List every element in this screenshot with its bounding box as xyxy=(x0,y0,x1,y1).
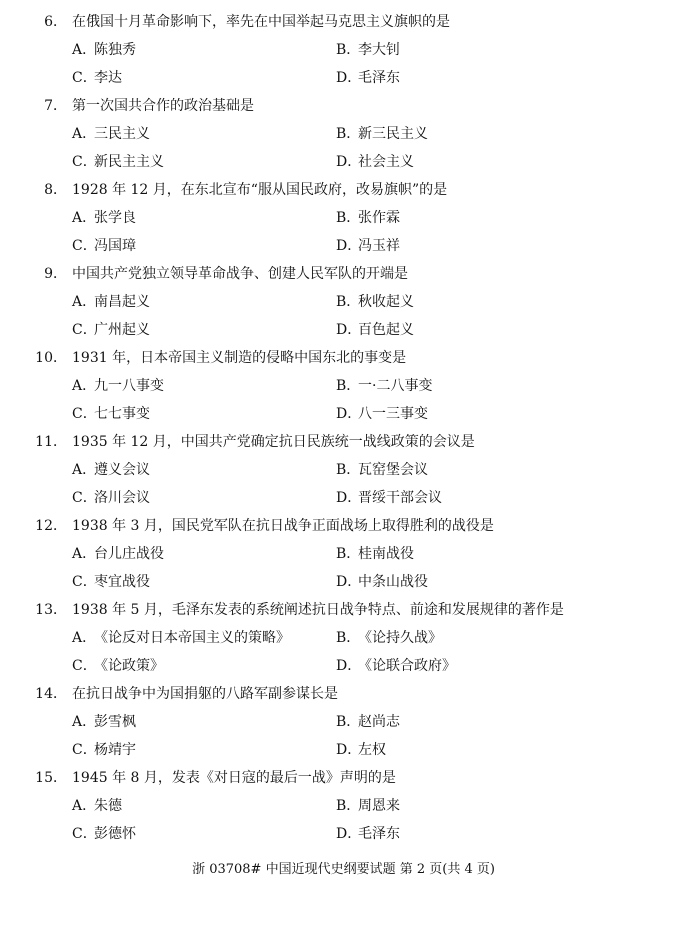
option-b xyxy=(336,456,428,484)
question-number: 11． xyxy=(35,434,67,450)
option-d xyxy=(336,484,442,512)
option-text: 《论反对日本帝国主义的策略》 xyxy=(94,630,290,646)
option-a xyxy=(72,456,150,484)
option-b xyxy=(336,204,400,232)
option-c xyxy=(72,148,164,176)
question-6 xyxy=(0,8,687,92)
option-c xyxy=(72,568,150,596)
option-d xyxy=(336,736,386,764)
question-11 xyxy=(0,428,687,512)
question-7 xyxy=(0,92,687,176)
option-text: 周恩来 xyxy=(358,798,400,814)
option-letter: B． xyxy=(336,714,361,730)
option-text: 新三民主义 xyxy=(358,126,428,142)
question-13 xyxy=(0,596,687,680)
option-a xyxy=(72,288,150,316)
option-text: 左权 xyxy=(358,742,386,758)
option-b xyxy=(336,540,414,568)
option-letter: D． xyxy=(336,322,362,338)
option-letter: D． xyxy=(336,658,362,674)
option-text: 八一三事变 xyxy=(358,406,428,422)
option-letter: C． xyxy=(72,490,97,506)
option-text: 枣宜战役 xyxy=(94,574,150,590)
option-text: 《论政策》 xyxy=(94,658,164,674)
option-letter: D． xyxy=(336,70,362,86)
option-a xyxy=(72,204,136,232)
option-text: 张学良 xyxy=(94,210,136,226)
option-c xyxy=(72,316,150,344)
option-letter: B． xyxy=(336,126,361,142)
option-c xyxy=(72,232,136,260)
option-letter: A． xyxy=(72,294,97,310)
option-letter: D． xyxy=(336,742,362,758)
option-letter: C． xyxy=(72,238,97,254)
option-letter: A． xyxy=(72,126,97,142)
option-a xyxy=(72,372,164,400)
option-text: 南昌起义 xyxy=(94,294,150,310)
option-b xyxy=(336,792,400,820)
option-c xyxy=(72,652,164,680)
question-10 xyxy=(0,344,687,428)
option-letter: B． xyxy=(336,294,361,310)
question-text: 1945 年 8 月，发表《对日寇的最后一战》声明的是 xyxy=(72,770,396,786)
option-text: 广州起义 xyxy=(94,322,150,338)
question-number: 13． xyxy=(35,602,67,618)
question-text: 1928 年 12 月，在东北宣布“服从国民政府，改易旗帜”的是 xyxy=(72,182,448,198)
option-letter: C． xyxy=(72,826,97,842)
option-d xyxy=(336,400,428,428)
question-text: 第一次国共合作的政治基础是 xyxy=(72,98,254,114)
option-d xyxy=(336,652,456,680)
question-text: 1931 年，日本帝国主义制造的侵略中国东北的事变是 xyxy=(72,350,407,366)
question-9 xyxy=(0,260,687,344)
option-text: 毛泽东 xyxy=(358,826,400,842)
option-text: 洛川会议 xyxy=(94,490,150,506)
option-a xyxy=(72,36,136,64)
question-14 xyxy=(0,680,687,764)
option-text: 遵义会议 xyxy=(94,462,150,478)
option-letter: C． xyxy=(72,658,97,674)
option-letter: B． xyxy=(336,210,361,226)
option-text: 杨靖宇 xyxy=(94,742,136,758)
question-number: 15． xyxy=(35,770,67,786)
option-text: 李达 xyxy=(94,70,122,86)
option-text: 秋收起义 xyxy=(358,294,414,310)
option-text: 三民主义 xyxy=(94,126,150,142)
question-number: 10． xyxy=(35,350,67,366)
option-letter: C． xyxy=(72,70,97,86)
option-text: 彭德怀 xyxy=(94,826,136,842)
option-text: 桂南战役 xyxy=(358,546,414,562)
option-text: 社会主义 xyxy=(358,154,414,170)
option-a xyxy=(72,708,136,736)
option-d xyxy=(336,820,400,848)
option-b xyxy=(336,708,400,736)
option-letter: D． xyxy=(336,406,362,422)
option-letter: B． xyxy=(336,42,361,58)
option-text: 中条山战役 xyxy=(358,574,428,590)
option-text: 冯玉祥 xyxy=(358,238,400,254)
option-d xyxy=(336,232,400,260)
option-letter: A． xyxy=(72,546,97,562)
option-text: 七七事变 xyxy=(94,406,150,422)
option-letter: C． xyxy=(72,574,97,590)
question-number: 9． xyxy=(44,266,67,282)
question-text: 在俄国十月革命影响下，率先在中国举起马克思主义旗帜的是 xyxy=(72,14,450,30)
option-d xyxy=(336,148,414,176)
option-text: 《论持久战》 xyxy=(358,630,442,646)
option-text: 新民主主义 xyxy=(94,154,164,170)
question-12 xyxy=(0,512,687,596)
option-letter: A． xyxy=(72,714,97,730)
question-text: 中国共产党独立领导革命战争、创建人民军队的开端是 xyxy=(72,266,408,282)
option-text: 李大钊 xyxy=(358,42,400,58)
option-b xyxy=(336,36,400,64)
option-d xyxy=(336,316,414,344)
question-text: 1935 年 12 月，中国共产党确定抗日民族统一战线政策的会议是 xyxy=(72,434,475,450)
question-text: 1938 年 5 月，毛泽东发表的系统阐述抗日战争特点、前途和发展规律的著作是 xyxy=(72,602,564,618)
option-letter: D． xyxy=(336,574,362,590)
option-letter: C． xyxy=(72,742,97,758)
option-letter: A． xyxy=(72,42,97,58)
option-letter: D． xyxy=(336,826,362,842)
question-number: 12． xyxy=(35,518,67,534)
option-letter: D． xyxy=(336,238,362,254)
option-a xyxy=(72,624,290,652)
option-text: 九一八事变 xyxy=(94,378,164,394)
option-text: 彭雪枫 xyxy=(94,714,136,730)
option-a xyxy=(72,792,122,820)
option-text: 张作霖 xyxy=(358,210,400,226)
option-text: 《论联合政府》 xyxy=(358,658,456,674)
option-text: 陈独秀 xyxy=(94,42,136,58)
option-text: 赵尚志 xyxy=(358,714,400,730)
option-b xyxy=(336,288,414,316)
question-15 xyxy=(0,764,687,848)
option-c xyxy=(72,400,150,428)
option-letter: D． xyxy=(336,154,362,170)
option-b xyxy=(336,624,442,652)
option-c xyxy=(72,820,136,848)
option-b xyxy=(336,372,432,400)
option-letter: A． xyxy=(72,798,97,814)
page-footer: 浙 03708# 中国近现代史纲要试题 第 2 页(共 4 页) xyxy=(192,862,495,877)
option-letter: B． xyxy=(336,630,361,646)
question-text: 在抗日战争中为国捐躯的八路军副参谋长是 xyxy=(72,686,338,702)
question-number: 8． xyxy=(44,182,67,198)
option-d xyxy=(336,568,428,596)
question-number: 6． xyxy=(44,14,67,30)
option-letter: B． xyxy=(336,546,361,562)
option-letter: B． xyxy=(336,462,361,478)
option-letter: A． xyxy=(72,378,97,394)
option-text: 毛泽东 xyxy=(358,70,400,86)
question-text: 1938 年 3 月，国民党军队在抗日战争正面战场上取得胜利的战役是 xyxy=(72,518,494,534)
option-letter: A． xyxy=(72,630,97,646)
option-letter: C． xyxy=(72,406,97,422)
option-c xyxy=(72,736,136,764)
option-a xyxy=(72,540,164,568)
option-text: 朱德 xyxy=(94,798,122,814)
option-text: 瓦窑堡会议 xyxy=(358,462,428,478)
option-c xyxy=(72,64,122,92)
option-letter: B． xyxy=(336,798,361,814)
option-text: 百色起义 xyxy=(358,322,414,338)
option-text: 冯国璋 xyxy=(94,238,136,254)
question-number: 14． xyxy=(35,686,67,702)
question-number: 7． xyxy=(44,98,67,114)
option-b xyxy=(336,120,428,148)
option-letter: D． xyxy=(336,490,362,506)
option-c xyxy=(72,484,150,512)
option-text: 一·二八事变 xyxy=(358,378,433,394)
option-text: 晋绥干部会议 xyxy=(358,490,442,506)
option-letter: A． xyxy=(72,210,97,226)
option-text: 台儿庄战役 xyxy=(94,546,164,562)
question-8 xyxy=(0,176,687,260)
option-letter: B． xyxy=(336,378,361,394)
option-d xyxy=(336,64,400,92)
option-a xyxy=(72,120,150,148)
option-letter: C． xyxy=(72,154,97,170)
option-letter: C． xyxy=(72,322,97,338)
option-letter: A． xyxy=(72,462,97,478)
